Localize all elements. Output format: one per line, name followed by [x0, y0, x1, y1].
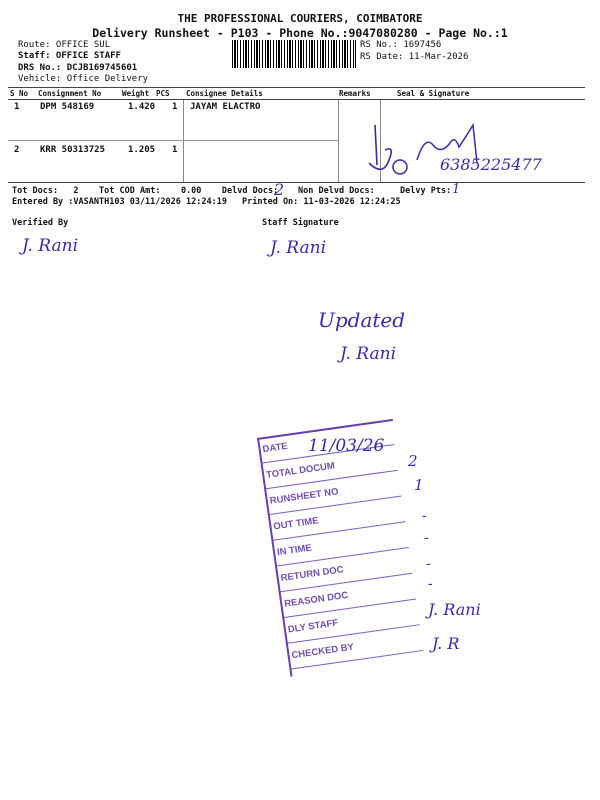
staff-signature: J. Rani — [270, 238, 327, 258]
stamp-row-date: DATE — [257, 419, 394, 464]
staff: Staff: OFFICE STAFF — [18, 51, 121, 61]
stamp-dly-staff-signature: J. Rani — [428, 600, 481, 619]
col-header-sno: S No — [10, 89, 29, 98]
stamp-row-dly-staff: DLY STAFF — [282, 599, 419, 644]
staff-signature-label: Staff Signature — [262, 218, 339, 228]
row2-weight: 1.205 — [128, 145, 156, 155]
stamp-value-total: 2 — [408, 452, 418, 470]
non-delvd-label: Non Delvd Docs: — [298, 186, 375, 196]
stamp-checked-signature: J. R — [432, 634, 460, 653]
seal-signature — [355, 115, 555, 190]
stamp-value-runsheet: 1 — [414, 476, 424, 494]
totals-line: Tot Docs: 2 Tot COD Amt: 0.00 Delvd Docs: — [12, 186, 279, 196]
drs-number: DRS No.: DCJB169745601 — [18, 63, 138, 73]
col-header-consignee: Consignee Details — [186, 89, 263, 98]
table-top-rule — [8, 87, 585, 88]
header-bottom-rule — [8, 99, 585, 100]
rs-number: RS No.: 1697456 — [360, 40, 442, 50]
delvy-pts-label: Delvy Pts: — [400, 186, 452, 196]
update-note: Updated — [318, 308, 406, 332]
handwritten-phone: 6385225477 — [440, 155, 542, 174]
row1-consignee: JAYAM ELACTRO — [190, 102, 261, 112]
row1-consignment: DPM 548169 — [40, 102, 95, 112]
row1-pcs: 1 — [172, 102, 178, 112]
stamp-date-value: 11/03/26 — [308, 436, 385, 456]
stamp-value-in: - — [424, 530, 429, 546]
stamp-row-runsheet: RUNSHEET NO — [264, 471, 401, 516]
barcode — [232, 40, 356, 68]
row2-pcs: 1 — [172, 145, 178, 155]
col-header-remarks: Remarks — [339, 89, 371, 98]
rs-date: RS Date: 11-Mar-2026 — [360, 52, 469, 62]
delvd-docs-value: 2 — [274, 180, 285, 199]
row-divider — [8, 140, 338, 141]
stamp-value-return: - — [426, 556, 431, 572]
office-stamp — [257, 419, 424, 675]
row2-sno: 2 — [14, 145, 20, 155]
verified-by-label: Verified By — [12, 218, 69, 228]
col-header-weight: Weight — [122, 89, 150, 98]
update-signature: J. Rani — [340, 344, 397, 364]
col-header-consignment: Consignment No — [38, 89, 102, 98]
stamp-value-reason: - — [428, 576, 433, 592]
vehicle: Vehicle: Office Delivery — [18, 74, 149, 84]
stamp-row-in-time: IN TIME — [271, 522, 408, 567]
col-divider — [338, 100, 339, 182]
company-name: THE PROFESSIONAL COURIERS, COIMBATORE — [177, 12, 423, 25]
stamp-row-total: TOTAL DOCUM — [261, 445, 398, 490]
verifier-signature: J. Rani — [22, 236, 79, 256]
stamp-row-return: RETURN DOC — [275, 548, 412, 593]
stamp-row-reason: REASON DOC — [279, 574, 416, 619]
stamp-value-out: - — [422, 508, 427, 524]
col-header-seal: Seal & Signature — [397, 89, 470, 98]
printed-on: Printed On: 11-03-2026 12:24:25 — [242, 197, 401, 207]
col-divider — [183, 100, 184, 182]
col-header-pcs: PCS — [156, 89, 170, 98]
delvy-pts-value: 1 — [452, 182, 461, 197]
row1-weight: 1.420 — [128, 102, 156, 112]
route: Route: OFFICE SUL — [18, 40, 111, 50]
row2-consignment: KRR 50313725 — [40, 145, 106, 155]
stamp-row-out-time: OUT TIME — [268, 496, 405, 541]
stamp-row-checked: CHECKED BY — [286, 625, 423, 670]
entered-by: Entered By :VASANTH103 03/11/2026 12:24:19 — [12, 197, 227, 207]
row1-sno: 1 — [14, 102, 20, 112]
runsheet-title: Delivery Runsheet - P103 - Phone No.:9047080280 - Page No.:1 — [92, 26, 508, 40]
